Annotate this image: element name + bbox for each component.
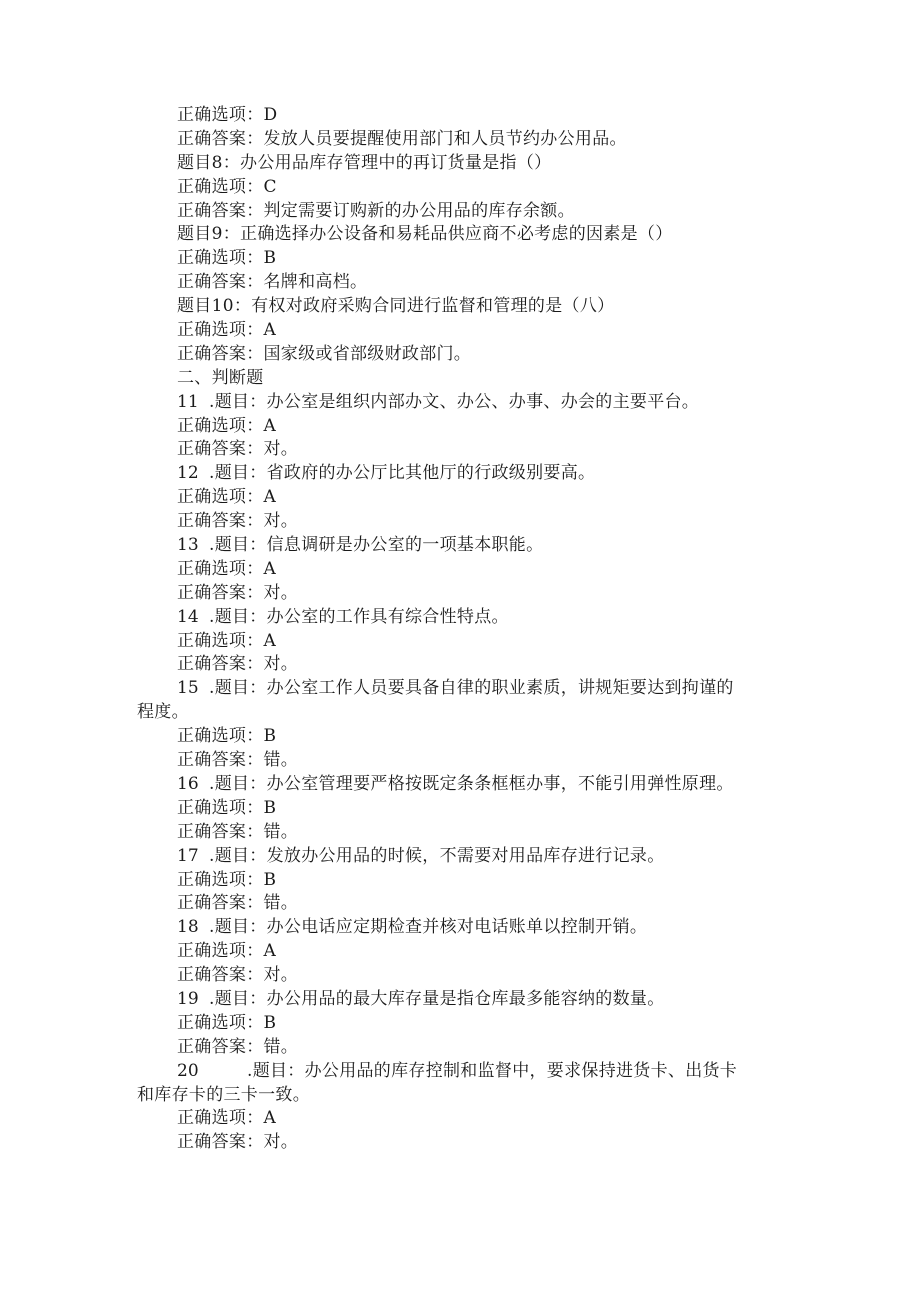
question-number: 15 [177, 678, 199, 699]
line-text: 正确答案：错。 [177, 750, 299, 771]
line-text: 正确选项：A [177, 415, 277, 436]
line-text: 正确答案：错。 [177, 821, 299, 842]
text-line [0, 606, 920, 630]
text-line [0, 964, 920, 988]
line-text: 正确选项：B [177, 248, 277, 269]
question-number: 12 [177, 463, 199, 484]
text-line [0, 845, 920, 869]
text-line [0, 462, 920, 486]
question-number: 14 [177, 606, 199, 627]
line-text: 正确选项：B [177, 797, 277, 818]
text-line [0, 773, 920, 797]
text-line [0, 677, 920, 701]
text-line [0, 892, 920, 916]
line-text: 正确选项：B [177, 1012, 277, 1033]
question-number: 17 [177, 845, 199, 866]
text-line [0, 486, 920, 510]
line-text: .题目：办公用品的库存控制和监督中，要求保持进货卡、出货卡 [247, 1060, 738, 1081]
text-line [0, 343, 920, 367]
text-line [0, 295, 920, 319]
document-body [0, 104, 920, 1155]
text-line [0, 200, 920, 224]
line-text: 正确选项：A [177, 558, 277, 579]
question-number: 20 [177, 1060, 199, 1081]
text-line [0, 367, 920, 391]
line-text: 正确答案：国家级或省部级财政部门。 [177, 343, 472, 364]
text-line [0, 1036, 920, 1060]
line-text: .题目：办公电话应定期检查并核对电话账单以控制开销。 [209, 917, 648, 938]
text-line [0, 821, 920, 845]
line-text: 二、判断题 [177, 367, 264, 388]
question-number: 13 [177, 535, 199, 556]
text-line [0, 582, 920, 606]
line-text: 题目8：办公用品库存管理中的再订货量是指（） [177, 152, 552, 173]
line-text: 正确选项：A [177, 1108, 277, 1129]
line-text: .题目：办公用品的最大库存量是指仓库最多能容纳的数量。 [209, 988, 665, 1009]
line-text: 正确选项：A [177, 941, 277, 962]
line-text: 正确选项：A [177, 630, 277, 651]
text-line [0, 725, 920, 749]
line-text: .题目：发放办公用品的时候，不需要对用品库存进行记录。 [209, 845, 665, 866]
line-text: 正确答案：名牌和高档。 [177, 272, 368, 293]
text-line [0, 630, 920, 654]
line-text: 正确答案：对。 [177, 511, 299, 532]
line-text: .题目：省政府的办公厅比其他厅的行政级别要高。 [209, 463, 596, 484]
line-text: 正确选项：D [177, 105, 278, 125]
line-text: 正确答案：对。 [177, 965, 299, 986]
line-text: 正确答案：错。 [177, 893, 299, 914]
question-number: 11 [177, 391, 199, 412]
line-text: 正确答案：对。 [177, 654, 299, 675]
text-line [0, 438, 920, 462]
text-line [0, 152, 920, 176]
text-line [0, 653, 920, 677]
text-line [0, 749, 920, 773]
line-text: 程度。 [137, 702, 189, 723]
text-line [0, 128, 920, 152]
text-line [0, 1012, 920, 1036]
line-text: 正确选项：C [177, 176, 277, 197]
text-line [0, 534, 920, 558]
line-text: 题目10：有权对政府采购合同进行监督和管理的是（八） [177, 296, 615, 317]
text-line [0, 701, 920, 725]
line-text: .题目：信息调研是办公室的一项基本职能。 [209, 535, 544, 556]
line-text: .题目：办公室的工作具有综合性特点。 [209, 606, 509, 627]
text-line [0, 1060, 920, 1084]
text-line [0, 271, 920, 295]
line-text: 和库存卡的三卡一致。 [137, 1084, 310, 1105]
line-text: .题目：办公室工作人员要具备自律的职业素质，讲规矩要达到拘谨的 [209, 678, 734, 699]
line-text: 题目9：正确选择办公设备和易耗品供应商不必考虑的因素是（） [177, 224, 673, 245]
text-line [0, 916, 920, 940]
text-line [0, 510, 920, 534]
line-text: 正确答案：对。 [177, 1132, 299, 1153]
text-line [0, 104, 920, 128]
line-text: .题目：办公室管理要严格按既定条条框框办事，不能引用弹性原理。 [209, 773, 734, 794]
text-line [0, 988, 920, 1012]
line-text: .题目：办公室是组织内部办文、办公、办事、办会的主要平台。 [209, 391, 700, 412]
line-text: 正确答案：对。 [177, 582, 299, 603]
text-line [0, 247, 920, 271]
text-line [0, 797, 920, 821]
line-text: 正确选项：B [177, 869, 277, 890]
text-line [0, 1107, 920, 1131]
text-line [0, 1131, 920, 1155]
text-line [0, 391, 920, 415]
line-text: 正确答案：发放人员要提醒使用部门和人员节约办公用品。 [177, 128, 627, 149]
line-text: 正确选项：A [177, 320, 277, 341]
text-line [0, 1084, 920, 1108]
text-line [0, 223, 920, 247]
text-line [0, 940, 920, 964]
line-text: 正确答案：错。 [177, 1036, 299, 1057]
text-line [0, 869, 920, 893]
line-text: 正确选项：A [177, 487, 277, 508]
text-line [0, 176, 920, 200]
text-line [0, 415, 920, 439]
line-text: 正确答案：对。 [177, 439, 299, 460]
line-text: 正确选项：B [177, 726, 277, 747]
line-text: 正确答案：判定需要订购新的办公用品的库存余额。 [177, 200, 575, 221]
text-line [0, 319, 920, 343]
question-number: 18 [177, 917, 199, 938]
question-number: 19 [177, 988, 199, 1009]
text-line [0, 558, 920, 582]
question-number: 16 [177, 773, 199, 794]
